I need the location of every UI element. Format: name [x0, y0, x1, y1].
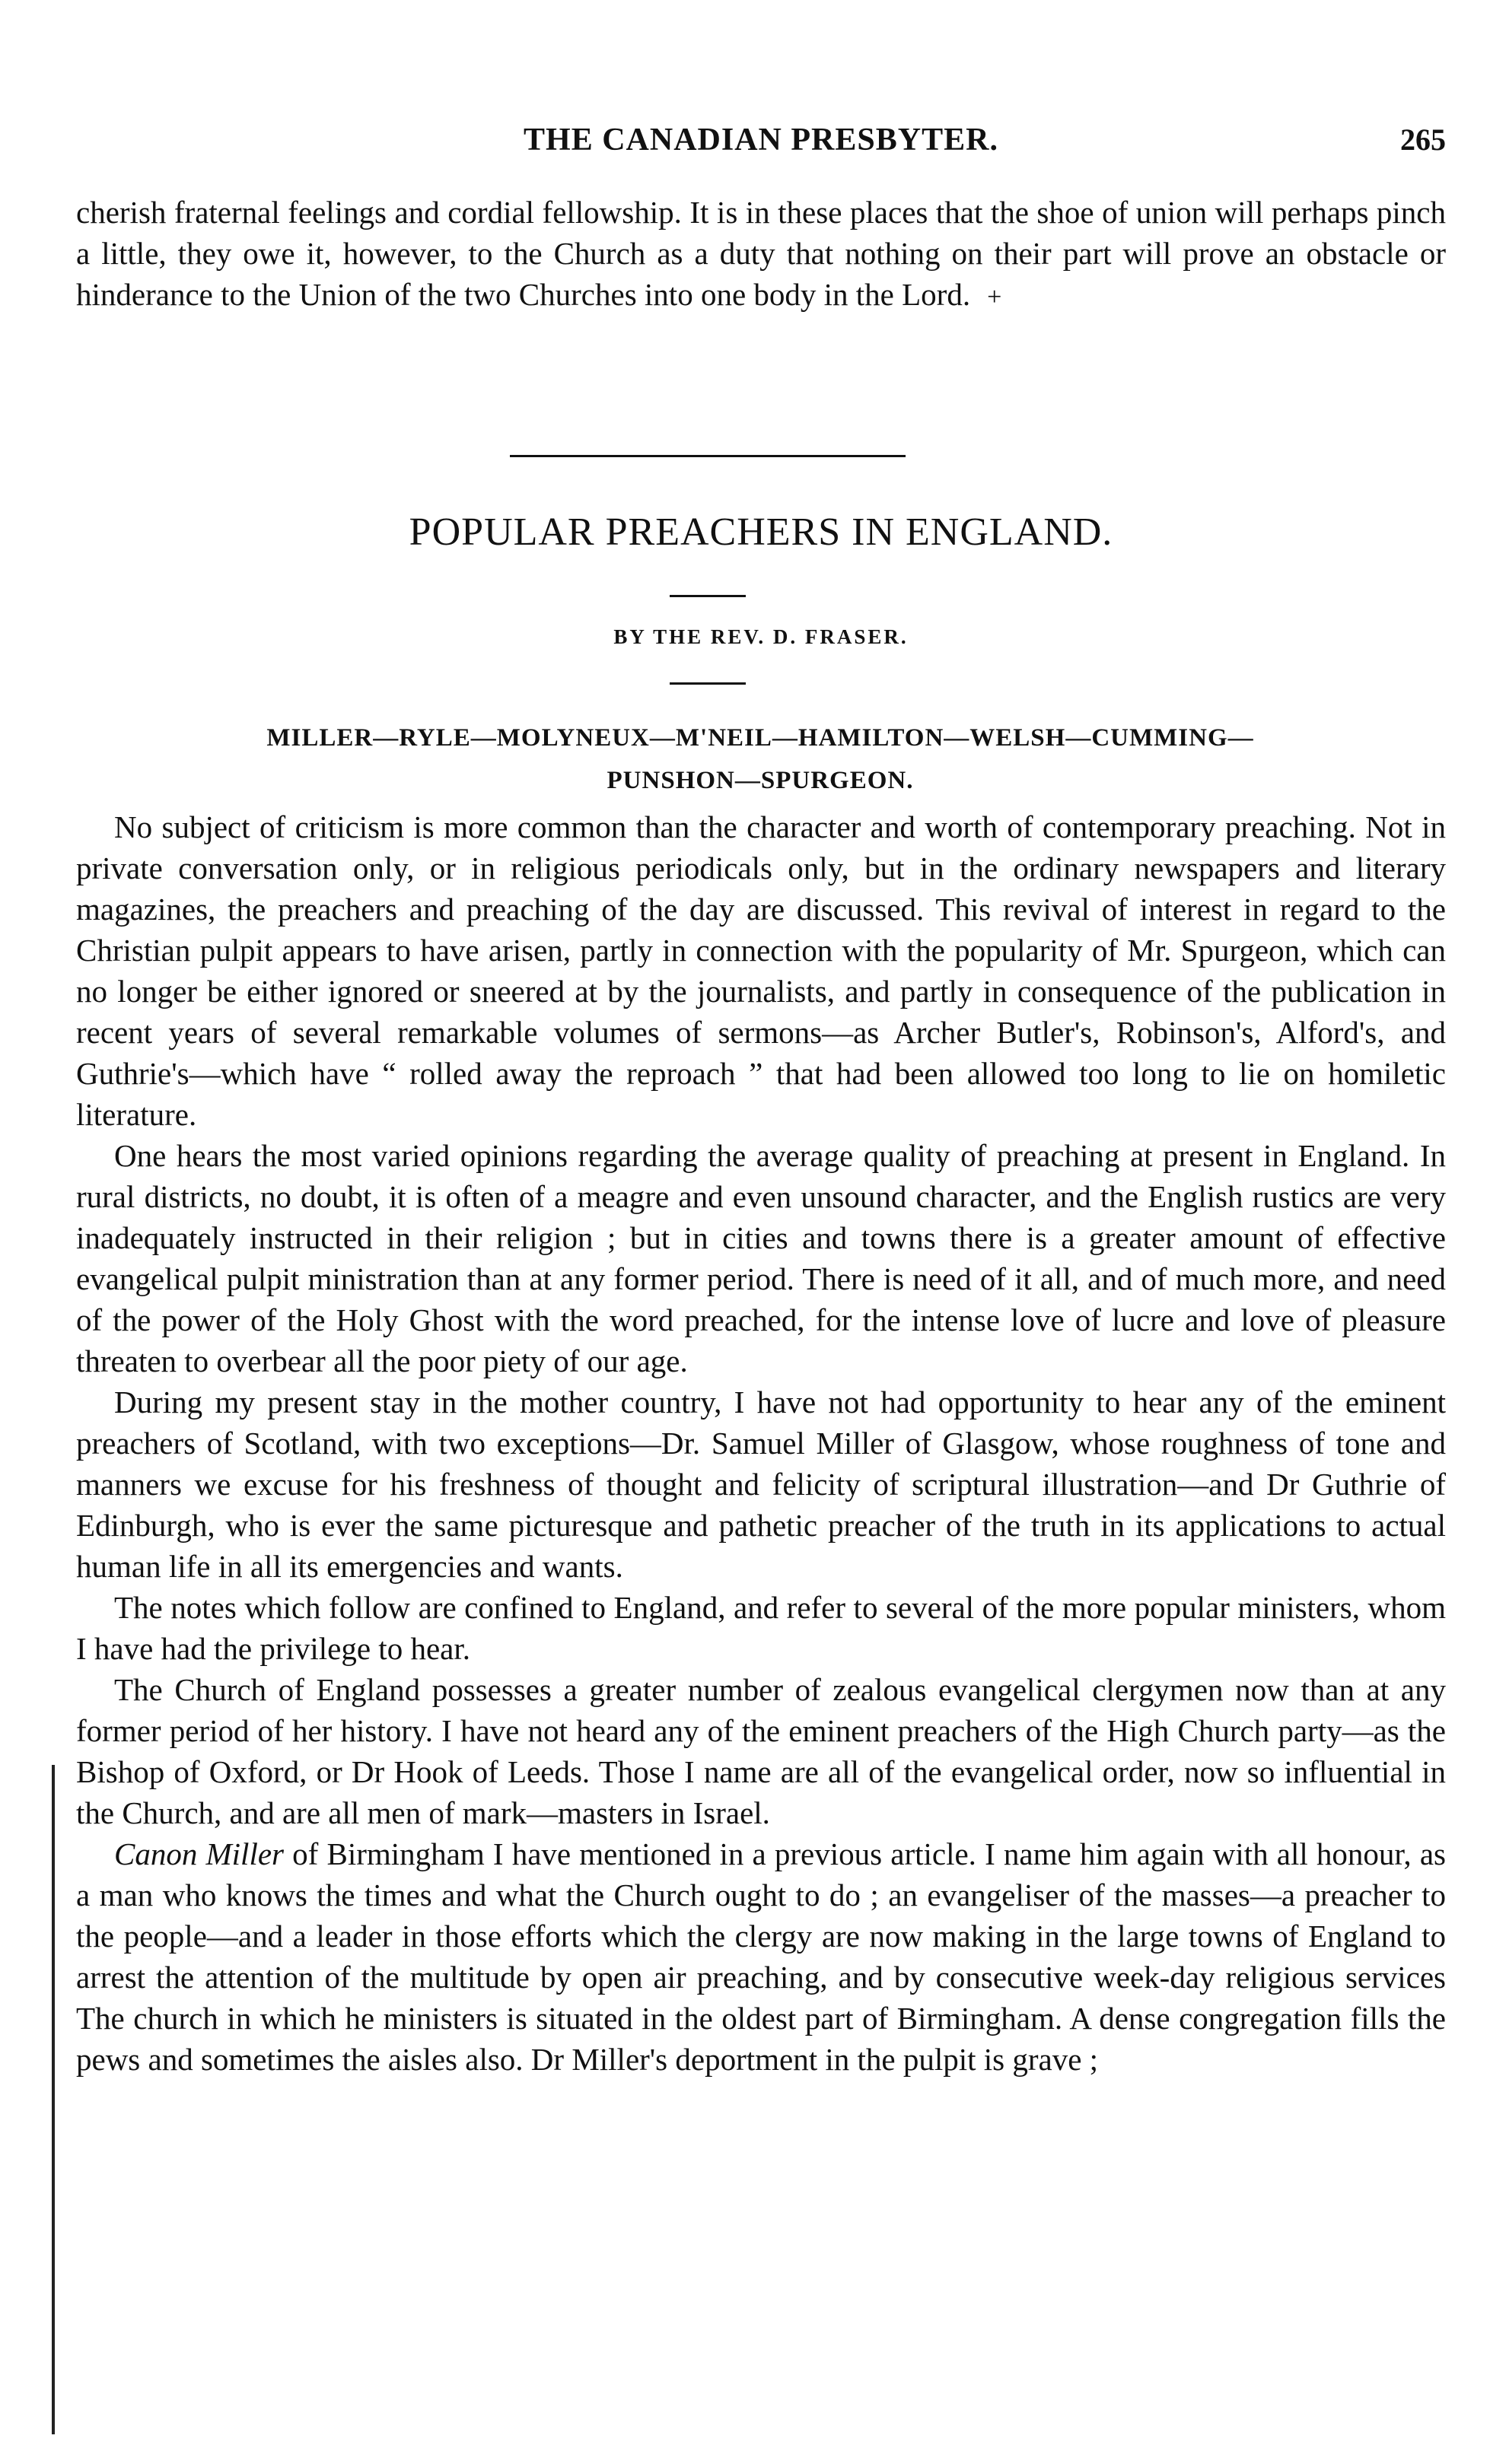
body-paragraph-3: During my present stay in the mother country, I have not had opportunity to hear any of the eminent preachers of Scotland, with two exceptions—Dr. Samuel Miller of Glasgow, whose roughness of tone and manners we excuse for his freshness of thought and felicity of scriptural illustration—and Dr Guthrie of Edinburgh, who is ever the same picturesque and pathetic preacher of the truth in its applications to actual human life in all its emergencies and wants. — [76, 1385, 1446, 1584]
continuation-paragraph — [76, 192, 1446, 318]
continuation-text: cherish fraternal feelings and cordial fellowship. It is in these places that the shoe of union will perhaps pinch a little, they owe it, however, to the Church as a duty that nothing on their part will prove an obstacle or hinderance to the Union of the two Churches into one body in the Lord. — [76, 195, 1446, 312]
subjects-line-1: MILLER—RYLE—MOLYNEUX—M'NEIL—HAMILTON—WELSH—CUMMING— — [266, 724, 1254, 752]
continuation-paragraph-block — [76, 192, 1446, 318]
body-paragraph-1: No subject of criticism is more common than the character and worth of contemporary preaching. Not in private conversation only, or in religious periodicals only, but in the ordinary newspapers and literary magazines, the preachers and preaching of the day are discussed. This revival of interest in regard to the Christian pulpit appears to have arisen, partly in connection with the popularity of Mr. Spurgeon, which can no longer be either ignored or sneered at by the journalists, and partly in consequence of the publication in recent years of several remarkable volumes of sermons—as Archer Butler's, Robinson's, Alford's, and Guthrie's—which have “ rolled away the reproach ” that had been allowed too long to lie on homiletic literature. — [76, 809, 1446, 1132]
article-byline: BY THE REV. D. FRASER. — [613, 625, 909, 648]
subjects-line-2: PUNSHON—SPURGEON. — [607, 767, 914, 794]
body-paragraph-6 — [76, 1833, 1446, 2080]
article-title: POPULAR PREACHERS IN ENGLAND. — [409, 510, 1113, 554]
page-number: 265 — [1400, 122, 1446, 157]
body-paragraph-5: The Church of England possesses a greater number of zealous evangelical clergymen now than at any former period of her history. I have not heard any of the eminent preachers of the High Church party—as the Bishop of Oxford, or Dr Hook of Leeds. Those I name are all of the evangelical order, now so influential in the Church, and are all men of mark—masters in Israel. — [76, 1672, 1446, 1830]
body-paragraph-4: The notes which follow are confined to England, and refer to several of the more popular ministers, whom I have had the privilege to hear. — [76, 1590, 1446, 1666]
byline-underline-rule — [670, 682, 746, 685]
canon-miller-name: Canon Miller — [114, 1836, 284, 1871]
title-underline-rule — [670, 595, 746, 597]
body-paragraph-6-text: of Birmingham I have mentioned in a previous article. I name him again with all honour, as a man who knows the times and what the Church ought to do ; an evangeliser of the masses—a preacher to the people—and a leader in those efforts which the clergy are now making in the large towns of England to arrest the attention of the multitude by open air preaching, and by consecutive week-day religious services The church in which he ministers is situated in the oldest part of Birmingham. A dense congregation fills the pews and sometimes the aisles also. Dr Miller's deportment in the pulpit is grave ; — [76, 1836, 1446, 2077]
article-body — [76, 806, 1446, 2080]
body-paragraph-2: One hears the most varied opinions regarding the average quality of preaching at present in England. In rural districts, no doubt, it is often of a meagre and even unsound character, and the English rustics are very inadequately instructed in their religion ; but in cities and towns there is a greater amount of effective evangelical pulpit ministration than at any former period. There is need of it all, and of much more, and need of the power of the Holy Ghost with the word preached, for the intense love of lucre and love of pleasure threaten to overbear all the poor piety of our age. — [76, 1138, 1446, 1378]
scan-edge-shadow — [52, 1765, 55, 2434]
section-divider-rule — [510, 455, 906, 457]
running-title: THE CANADIAN PRESBYTER. — [524, 122, 998, 157]
handwritten-mark: + — [987, 283, 1002, 311]
article-subjects — [91, 717, 1429, 802]
page-header — [76, 114, 1446, 160]
